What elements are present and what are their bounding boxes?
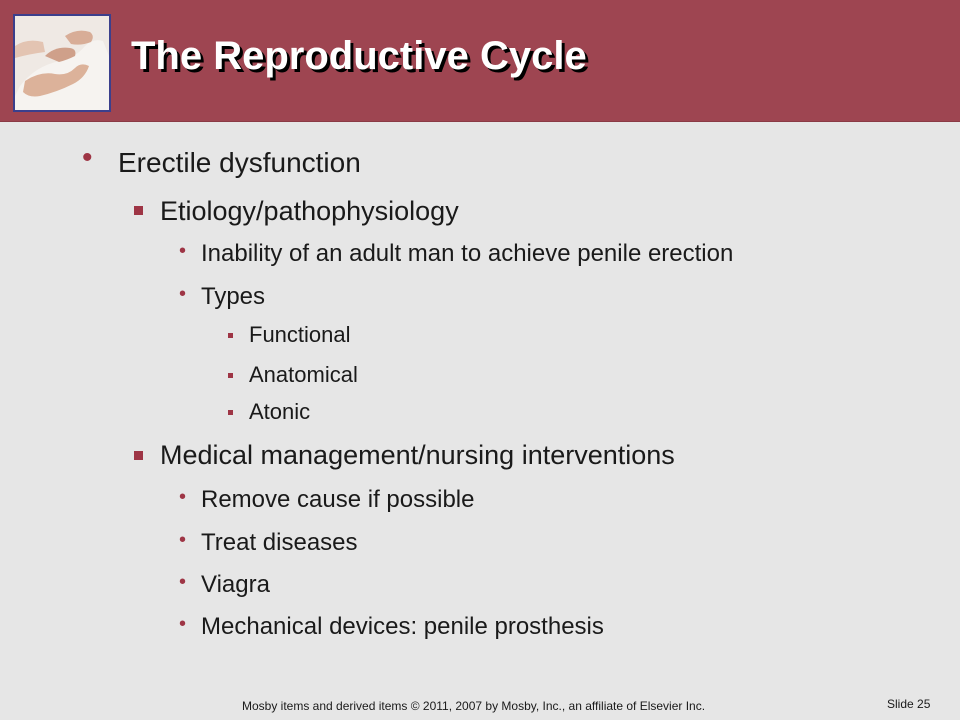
- bullet-erectile-dysfunction: Erectile dysfunction: [118, 147, 361, 178]
- bullet-square-icon: [134, 206, 143, 215]
- slide-number: Slide 25: [887, 697, 931, 711]
- copyright-footer: Mosby items and derived items © 2011, 2007 by Mosby, Inc., an affiliate of Elsevier Inc.: [242, 699, 706, 713]
- bullet-dot-icon: •: [179, 240, 187, 262]
- bullet-inability: Inability of an adult man to achieve penile erection: [201, 240, 734, 267]
- bullet-functional: Functional: [249, 322, 351, 347]
- bullet-types: Types: [201, 283, 266, 310]
- bullet-medical-management: Medical management/nursing interventions: [160, 440, 675, 470]
- bullet-dot-icon: •: [82, 141, 93, 174]
- bullet-etiology: Etiology/pathophysiology: [160, 196, 459, 226]
- bullet-treat-diseases: Treat diseases: [201, 529, 358, 556]
- bullet-dot-icon: •: [179, 571, 187, 593]
- bullet-square-icon: [228, 333, 233, 338]
- slide-title: The Reproductive Cycle: [131, 34, 587, 78]
- bullet-remove-cause: Remove cause if possible: [201, 486, 475, 513]
- bullet-anatomical: Anatomical: [249, 362, 358, 387]
- bullet-atonic: Atonic: [249, 399, 311, 424]
- bullet-viagra: Viagra: [201, 571, 270, 598]
- bullet-square-icon: [134, 451, 143, 460]
- bullet-dot-icon: •: [179, 529, 187, 551]
- bullet-dot-icon: •: [179, 283, 187, 305]
- bullet-mechanical-devices: Mechanical devices: penile prosthesis: [201, 613, 604, 640]
- bullet-dot-icon: •: [179, 486, 187, 508]
- bullet-square-icon: [228, 373, 233, 378]
- bullet-square-icon: [228, 410, 233, 415]
- bullet-dot-icon: •: [179, 613, 187, 635]
